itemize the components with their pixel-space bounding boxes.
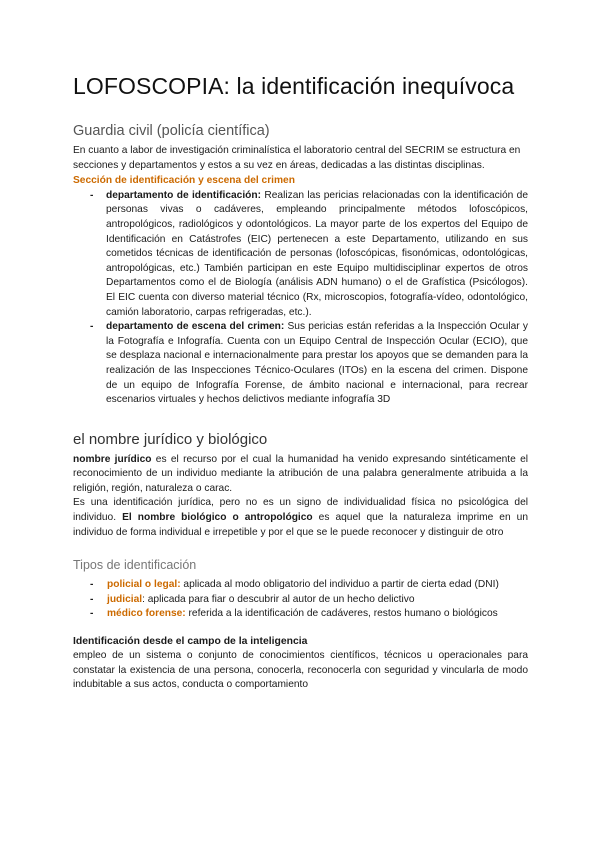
list-item	[73, 593, 528, 608]
list-item-label: departamento de identificación:	[106, 189, 262, 201]
list-item-text: aplicada al modo obligatorio del individuo a partir de cierta edad (DNI)	[180, 579, 499, 591]
list-item-text: referida a la identificación de cadáveres, restos humano o biológicos	[185, 608, 498, 620]
list-item-label: médico forense:	[107, 608, 186, 620]
section-heading-inteligencia: Identificación desde el campo de la inteligencia	[73, 636, 308, 648]
list-item-text: Sus pericias están referidas a la Inspección Ocular y la Fotografía e Infografía. Cuenta con un Equipo Central de Inspección Ocular (ECIO), que se desplaza nacional e internacionalmente para prestar los apoyos que se demanden para la realización de las Inspecciones Técnico-Oculares (ITOs) en la escena del crimen. Dispone de un equipo de Infografía Forense, de ámbito nacional e internacional, para recrear escenarios virtuales y hechos delictivos mediante infografía 3D	[106, 321, 528, 406]
section-heading-guardia-civil: Guardia civil (policía científica)	[73, 123, 270, 139]
paragraph-text: es el recurso por el cual la humanidad ha venido expresando sintéticamente el reconocimiento de un individuo mediante la atribución de una palabra generalmente atribuida a la religión, región, naturaleza o carac.	[73, 453, 529, 494]
departments-list	[73, 189, 528, 408]
paragraph-nombre-biologico	[73, 496, 528, 540]
list-item	[73, 607, 528, 622]
list-item-label: policial o legal:	[107, 579, 181, 591]
list-item	[73, 189, 528, 320]
section-intro-paragraph: En cuanto a labor de investigación criminalística el laboratorio central del SECRIM se estructura en secciones y departamentos y estos a su vez en áreas, dedicadas a las distintas disciplinas.	[73, 145, 521, 171]
list-item-label: judicial	[107, 593, 143, 605]
list-item-label: departamento de escena del crimen:	[106, 321, 285, 333]
paragraph-inteligencia: empleo de un sistema o conjunto de conocimientos científicos, técnicos u operacionales para constatar la existencia de una persona, conocerla, reconocerla con seguridad y vincularla de modo indubitable a sus actos, conducta o comportamiento	[73, 650, 528, 691]
term-bold: nombre jurídico	[73, 453, 152, 465]
paragraph-text: Es una identificación jurídica, pero no es un signo de individualidad física no psicológica del individuo.	[73, 497, 528, 524]
paragraph-nombre-juridico	[73, 453, 528, 497]
tipos-list	[73, 578, 528, 622]
document-page	[73, 68, 528, 693]
section-heading-nombre: el nombre jurídico y biológico	[73, 430, 268, 448]
term-bold: El nombre biológico o antropológico	[122, 512, 313, 524]
list-item-text: Realizan las pericias relacionadas con la identificación de personas vivas o cadáveres, empleando principalmente métodos lofoscópicos, antropológicos, radiológicos y odontológicos. La mayor parte de los expertos del Equipo de Identificación en Catástrofes (EIC) pertenecen a este Departamento, utilizando en sus cometidos técnicas de identificación de personas (lofoscópicas, fisonómicas, odontológicas, antropológicas, etc.) También participan en este Equipo multidisciplinar expertos de otros Departamentos como el de Biología (análisis ADN humano) o el de Grafística (Psicólogos). El EIC cuenta con diverso material técnico (Rx, microscopios, fotografía-vídeo, odontológico, camión laboratorio, carpas refrigeradas, etc.).	[106, 189, 529, 318]
section-heading-tipos: Tipos de identificación	[73, 558, 197, 573]
document-title: LOFOSCOPIA: la identificación inequívoca	[73, 73, 515, 99]
list-item-text: : aplicada para fiar o descubrir al autor de un hecho delictivo	[142, 593, 415, 605]
subsection-heading-identificacion: Sección de identificación y escena del crimen	[73, 175, 295, 187]
paragraph-text: es aquel que la naturaleza imprime en un individuo de forma individual e irrepetible y por el que se le puede reconocer y distinguir de otro	[73, 512, 529, 538]
list-item	[73, 320, 528, 408]
list-item	[73, 578, 528, 593]
